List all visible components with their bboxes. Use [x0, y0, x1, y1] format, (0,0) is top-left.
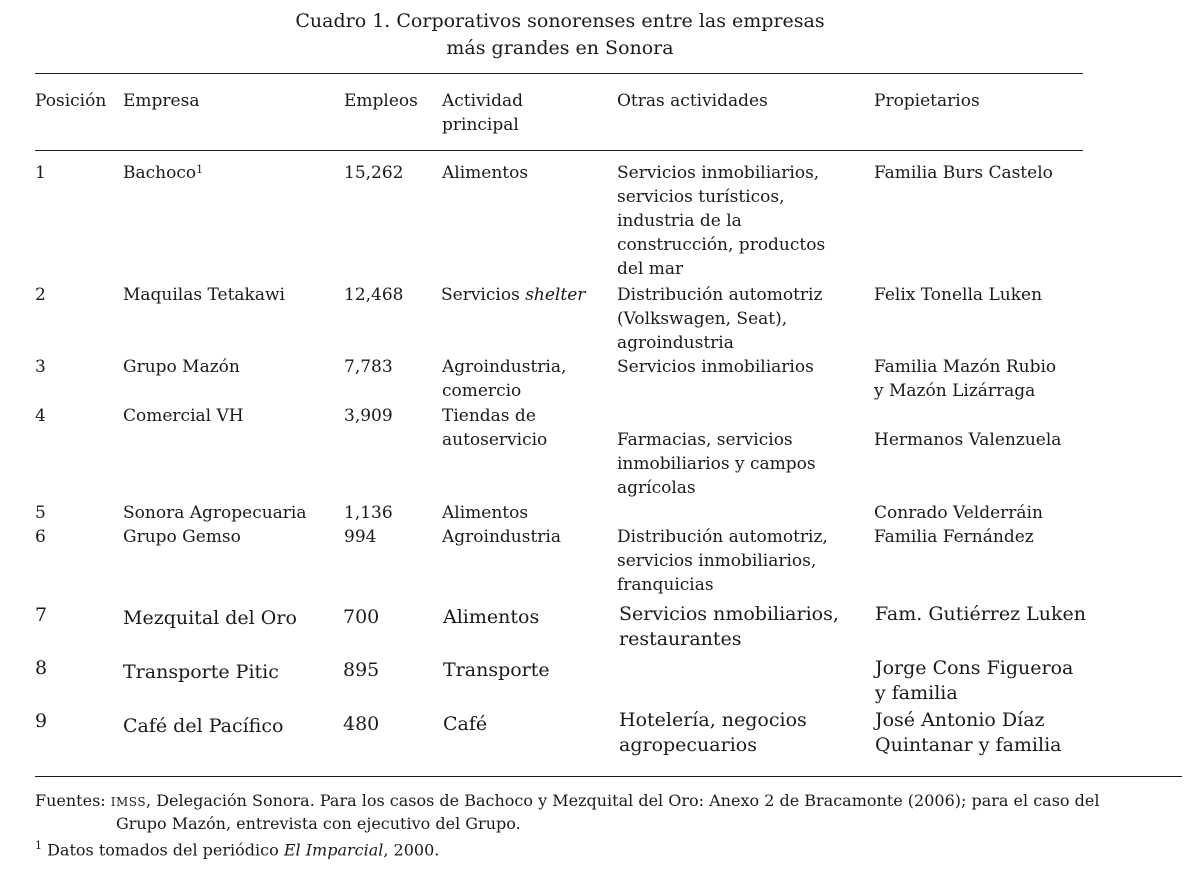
- row-7-empresa: Mezquital del Oro: [123, 607, 297, 629]
- row-9-actividad: [443, 712, 487, 737]
- row-1-empleos: 15,262: [344, 163, 404, 183]
- header-propietarios: Propietarios: [874, 91, 980, 111]
- row-2-otras: [617, 283, 822, 355]
- row-3-empleos: 7,783: [344, 357, 393, 377]
- imss-abbreviation: IMSS: [110, 795, 147, 809]
- row-3-otras-line: Servicios inmobiliarios: [617, 357, 814, 377]
- row-6-otras-line: Distribución automotriz,: [617, 527, 828, 547]
- row-3-empresa: Grupo Mazón: [123, 357, 240, 377]
- row-6-empleos: 994: [344, 527, 377, 547]
- row-4-propietarios-line: Hermanos Valenzuela: [874, 430, 1062, 450]
- row-1-otras-line: del mar: [617, 259, 684, 279]
- row-9-propietarios: [875, 708, 1061, 757]
- row-4-otras: [617, 428, 816, 500]
- row-2-otras-line: Distribución automotriz: [617, 285, 823, 305]
- row-4-actividad: [442, 404, 547, 452]
- row-3-actividad-line: Agroindustria,: [442, 357, 567, 377]
- row-8-empresa: Transporte Pitic: [123, 661, 279, 683]
- row-2-propietarios: [874, 283, 1042, 307]
- row-7-propietarios-line: Fam. Gutiérrez Luken: [875, 603, 1086, 625]
- row-9-empresa: Café del Pacífico: [123, 715, 284, 737]
- row-2-actividad-text: Servicios: [441, 285, 526, 305]
- row-6-otras: [617, 525, 828, 597]
- row-8-actividad-line: Transporte: [443, 659, 550, 681]
- header-actividad-line-2: principal: [442, 115, 519, 135]
- row-4-empleos: 3,909: [344, 406, 393, 426]
- row-7-actividad-line: Alimentos: [443, 606, 540, 628]
- row-7-propietarios: [875, 602, 1086, 627]
- row-6-otras-line: franquicias: [617, 575, 714, 595]
- row-3-otras: [617, 355, 814, 379]
- row-1-actividad-line: Alimentos: [442, 163, 529, 183]
- row-8-propietarios-line: y familia: [875, 681, 958, 704]
- row-6-propietarios-line: Familia Fernández: [874, 527, 1034, 547]
- row-1-empresa: [123, 161, 203, 185]
- header-empresa: Empresa: [123, 91, 200, 111]
- row-2-empresa: Maquilas Tetakawi: [123, 285, 285, 305]
- row-9-actividad-line: Café: [443, 713, 488, 735]
- row-6-posicion: 6: [35, 527, 46, 547]
- row-5-actividad: [442, 501, 528, 525]
- row-9-empleos: 480: [343, 713, 380, 735]
- row-1-otras-line: Servicios inmobiliarios,: [617, 163, 820, 183]
- row-1-propietarios: [874, 161, 1053, 185]
- row-4-posicion: 4: [35, 406, 46, 426]
- header-actividad-principal: [442, 89, 523, 137]
- row-9-propietarios-line: José Antonio Díaz: [875, 709, 1045, 731]
- table-caption: [0, 8, 1120, 62]
- row-4-actividad-line: autoservicio: [442, 430, 548, 450]
- sources-label: Fuentes:: [35, 791, 106, 810]
- row-6-actividad-line: Agroindustria: [442, 527, 561, 547]
- row-2-actividad-italic: shelter: [525, 285, 586, 305]
- row-2-otras-line: (Volkswagen, Seat),: [617, 309, 788, 329]
- row-1-otras: [617, 161, 825, 281]
- row-6-empresa: Grupo Gemso: [123, 527, 241, 547]
- row-5-actividad-line: Alimentos: [442, 503, 529, 523]
- row-2-otras-line: agroindustria: [617, 333, 734, 353]
- row-4-empresa: Comercial VH: [123, 406, 244, 426]
- bottom-rule: [35, 776, 1182, 777]
- row-2-actividad: [441, 283, 585, 307]
- footnote-1: [35, 835, 439, 861]
- table-caption-line-2: más grandes en Sonora: [446, 37, 674, 59]
- row-4-propietarios: [874, 428, 1061, 452]
- footnote-year: , 2000.: [383, 840, 440, 860]
- row-3-propietarios-line: y Mazón Lizárraga: [874, 381, 1036, 401]
- row-5-propietarios: [874, 501, 1043, 525]
- row-3-posicion: 3: [35, 357, 46, 377]
- row-1-posicion: 1: [35, 163, 46, 183]
- header-empleos: Empleos: [344, 91, 418, 111]
- row-9-otras-line: Hotelería, negocios: [619, 709, 807, 731]
- sources-note-continued: Grupo Mazón, entrevista con ejecutivo del Grupo.: [116, 814, 521, 833]
- row-9-posicion: 9: [35, 710, 48, 732]
- newspaper-name: El Imparcial: [283, 840, 384, 860]
- row-7-posicion: 7: [35, 604, 48, 626]
- row-4-actividad-line: Tiendas de: [442, 406, 536, 426]
- row-4-otras-line: Farmacias, servicios: [617, 430, 793, 450]
- row-5-propietarios-line: Conrado Velderráin: [874, 503, 1043, 523]
- row-1-otras-line: servicios turísticos,: [617, 187, 785, 207]
- row-9-otras: [619, 708, 807, 757]
- row-8-posicion: 8: [35, 657, 48, 679]
- row-7-empleos: 700: [343, 606, 380, 628]
- row-8-empleos: 895: [343, 659, 380, 681]
- row-1-otras-line: construcción, productos: [617, 235, 826, 255]
- row-8-propietarios: [875, 656, 1073, 705]
- row-3-actividad-line: comercio: [442, 381, 522, 401]
- row-6-otras-line: servicios inmobiliarios,: [617, 551, 817, 571]
- row-3-actividad: [442, 355, 566, 403]
- row-5-empleos: 1,136: [344, 503, 393, 523]
- footnote-number: 1: [35, 839, 42, 852]
- top-rule: [35, 73, 1083, 74]
- footnote-text: Datos tomados del periódico: [42, 840, 284, 860]
- header-posicion: Posición: [35, 91, 107, 111]
- row-7-otras-line: Servicios nmobiliarios,: [619, 603, 839, 625]
- row-4-otras-line: inmobiliarios y campos: [617, 454, 816, 474]
- sources-text: , Delegación Sonora. Para los casos de Bachoco y Mezquital del Oro: Anexo 2 de Bracamonte (2006); para el caso del: [146, 791, 1100, 810]
- row-1-actividad: [442, 161, 528, 185]
- row-7-otras: [619, 602, 839, 651]
- row-2-posicion: 2: [35, 285, 46, 305]
- row-9-otras-line: agropecuarios: [619, 733, 757, 756]
- header-rule: [35, 150, 1083, 151]
- table-caption-line-1: Cuadro 1. Corporativos sonorenses entre las empresas: [295, 10, 825, 32]
- row-7-otras-line: restaurantes: [619, 627, 742, 650]
- row-7-actividad: [443, 605, 539, 630]
- sources-note: [35, 790, 1099, 813]
- header-actividad-line-1: Actividad: [442, 91, 524, 111]
- header-otras-actividades: Otras actividades: [617, 91, 768, 111]
- row-3-propietarios-line: Familia Mazón Rubio: [874, 357, 1057, 377]
- row-1-propietarios-line: Familia Burs Castelo: [874, 163, 1053, 183]
- row-1-empresa-name: Bachoco: [123, 163, 197, 183]
- row-4-otras-line: agrícolas: [617, 478, 696, 498]
- row-2-propietarios-line: Felix Tonella Luken: [874, 285, 1043, 305]
- row-8-propietarios-line: Jorge Cons Figueroa: [875, 657, 1074, 679]
- footnote-marker: 1: [196, 163, 204, 176]
- row-3-propietarios: [874, 355, 1056, 403]
- row-6-actividad: [442, 525, 561, 549]
- row-8-actividad: [443, 658, 550, 683]
- row-5-empresa: Sonora Agropecuaria: [123, 503, 307, 523]
- row-5-posicion: 5: [35, 503, 46, 523]
- row-1-otras-line: industria de la: [617, 211, 742, 231]
- row-2-empleos: 12,468: [344, 285, 404, 305]
- row-6-propietarios: [874, 525, 1034, 549]
- row-9-propietarios-line: Quintanar y familia: [875, 733, 1062, 756]
